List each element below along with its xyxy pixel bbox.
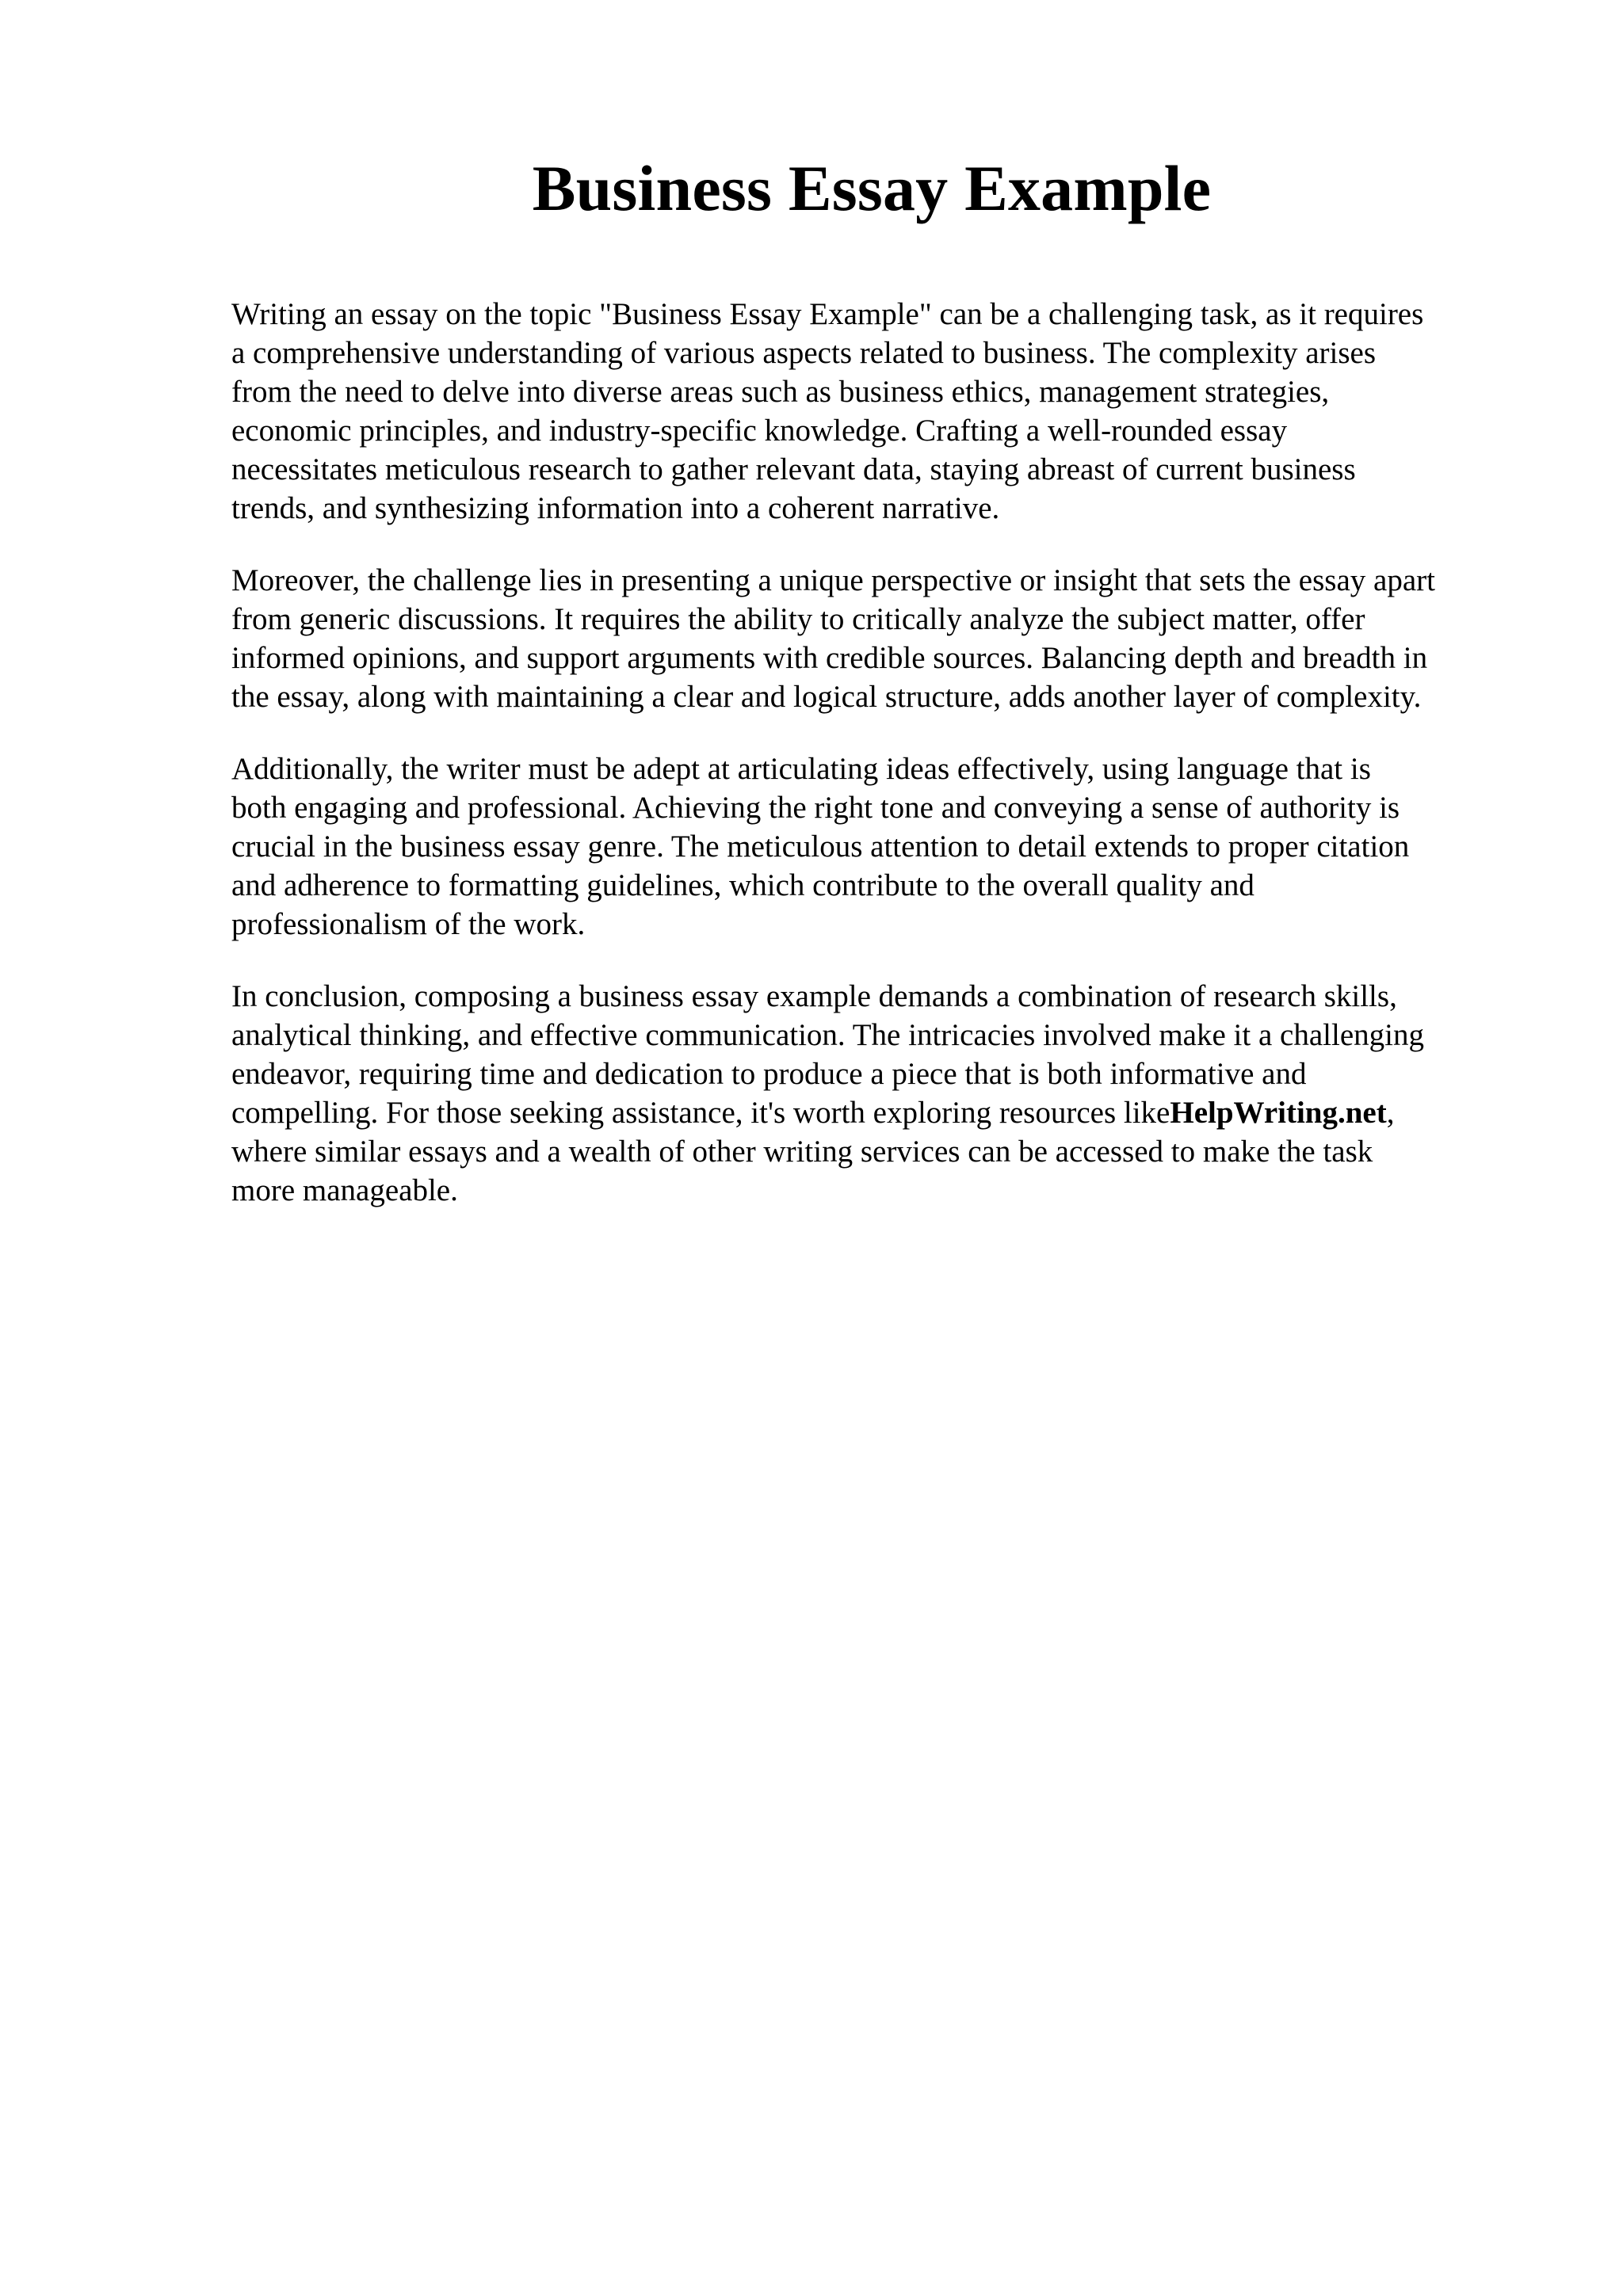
text-line: Writing an essay on the topic "Business Essay Example" can be a challenging task, as it requires [231, 297, 1424, 331]
text-line: where similar essays and a wealth of other writing services can be accessed to make the task [231, 1135, 1373, 1169]
text-line: necessitates meticulous research to gather relevant data, staying abreast of current business [231, 452, 1356, 486]
text-line: In conclusion, composing a business essay example demands a combination of research skills, [231, 979, 1397, 1013]
paragraph-4 [231, 977, 1523, 1210]
text-line: Additionally, the writer must be adept at articulating ideas effectively, using language that is [231, 752, 1371, 786]
paragraph-1 [231, 295, 1523, 528]
helpwriting-link[interactable]: HelpWriting.net [1170, 1096, 1387, 1130]
text-line: from the need to delve into diverse areas such as business ethics, management strategies, [231, 375, 1330, 409]
text-segment: compelling. For those seeking assistance, it's worth exploring resources like [231, 1096, 1170, 1130]
text-line: the essay, along with maintaining a clear and logical structure, adds another layer of complexity. [231, 680, 1422, 714]
page-title: Business Essay Example [532, 152, 1212, 224]
text-line: both engaging and professional. Achieving the right tone and conveying a sense of authority is [231, 791, 1400, 825]
text-line-with-link [231, 1093, 1523, 1132]
text-line: Moreover, the challenge lies in presenting a unique perspective or insight that sets the essay apart [231, 563, 1435, 597]
text-line: trends, and synthesizing information into a coherent narrative. [231, 491, 1000, 525]
text-line: professionalism of the work. [231, 907, 586, 941]
text-line: informed opinions, and support arguments with credible sources. Balancing depth and breadth in [231, 641, 1428, 675]
text-line: economic principles, and industry-specific knowledge. Crafting a well-rounded essay [231, 414, 1288, 448]
text-line: crucial in the business essay genre. The meticulous attention to detail extends to proper citation [231, 830, 1410, 864]
text-line: a comprehensive understanding of various aspects related to business. The complexity arises [231, 336, 1377, 370]
essay-body [231, 295, 1523, 1243]
text-line: and adherence to formatting guidelines, which contribute to the overall quality and [231, 868, 1254, 902]
text-line: from generic discussions. It requires the ability to critically analyze the subject matter, offer [231, 602, 1365, 636]
text-segment: , [1386, 1096, 1395, 1130]
text-line: endeavor, requiring time and dedication to produce a piece that is both informative and [231, 1057, 1307, 1091]
text-line: analytical thinking, and effective communication. The intricacies involved make it a challenging [231, 1018, 1424, 1052]
paragraph-2 [231, 561, 1523, 716]
paragraph-3 [231, 749, 1523, 944]
text-line: more manageable. [231, 1173, 458, 1207]
